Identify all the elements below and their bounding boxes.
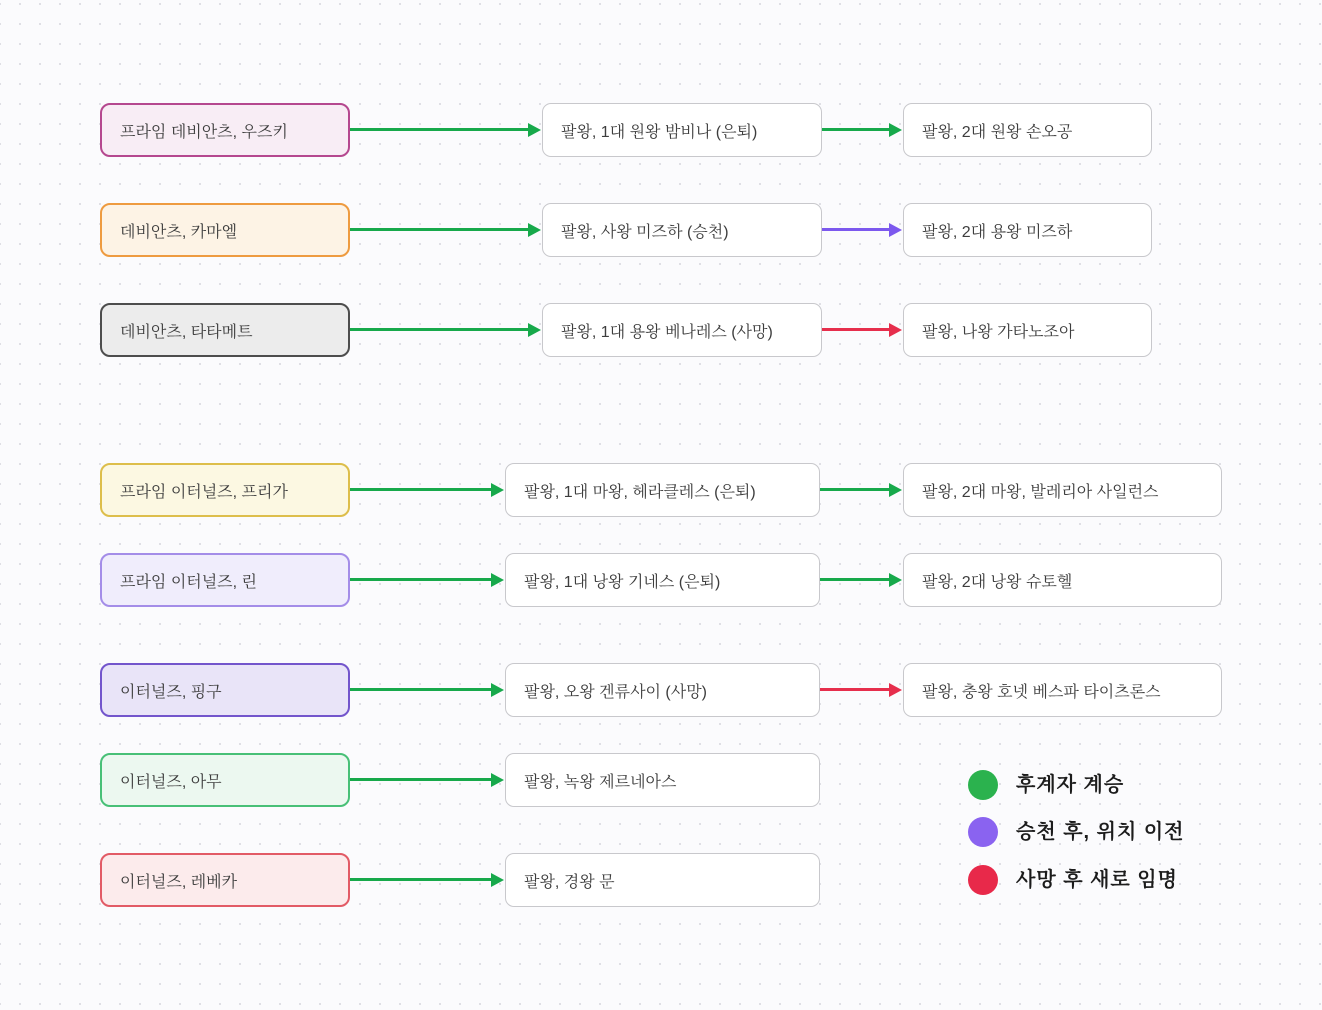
king-node-heracles[interactable] bbox=[505, 463, 820, 517]
arrowhead-icon bbox=[889, 483, 902, 497]
node-label: 프라임 이터널즈, 린 bbox=[120, 573, 257, 591]
legend-label-reappointment: 사망 후 새로 임명 bbox=[1016, 869, 1178, 891]
arrowhead-icon bbox=[889, 573, 902, 587]
king-node-xerneas[interactable] bbox=[505, 753, 820, 807]
node-label: 팔왕, 1대 마왕, 헤라클레스 (은퇴) bbox=[524, 483, 756, 501]
arrowhead-icon bbox=[491, 873, 504, 887]
node-label: 프라임 이터널즈, 프리가 bbox=[120, 483, 288, 501]
arrow-succession bbox=[350, 578, 492, 581]
node-label: 팔왕, 2대 낭왕 슈토헬 bbox=[922, 573, 1073, 591]
arrowhead-icon bbox=[889, 683, 902, 697]
node-label: 이터널즈, 레베카 bbox=[120, 873, 238, 891]
king-node-guinness[interactable] bbox=[505, 553, 820, 607]
arrow-succession bbox=[350, 488, 492, 491]
arrowhead-icon bbox=[889, 323, 902, 337]
arrow-reappointment bbox=[820, 688, 890, 691]
king-node-shutohel[interactable] bbox=[903, 553, 1222, 607]
source-node-eternals-rebecca[interactable] bbox=[100, 853, 350, 907]
arrow-succession bbox=[350, 128, 529, 131]
arrow-succession bbox=[820, 488, 890, 491]
source-node-prime-eternals-rin[interactable] bbox=[100, 553, 350, 607]
king-node-genryusai[interactable] bbox=[505, 663, 820, 717]
arrowhead-icon bbox=[491, 483, 504, 497]
arrow-relocation bbox=[822, 228, 890, 231]
source-node-prime-deviants-uzuki[interactable] bbox=[100, 103, 350, 157]
node-label: 팔왕, 2대 원왕 손오공 bbox=[922, 123, 1073, 141]
king-node-son-oh-gong[interactable] bbox=[903, 103, 1152, 157]
king-node-benares[interactable] bbox=[542, 303, 822, 357]
node-label: 팔왕, 충왕 호넷 베스파 타이츠론스 bbox=[922, 683, 1161, 701]
king-node-mizuha-2nd[interactable] bbox=[903, 203, 1152, 257]
arrowhead-icon bbox=[528, 323, 541, 337]
arrow-succession bbox=[350, 778, 492, 781]
node-label: 팔왕, 녹왕 제르네아스 bbox=[524, 773, 677, 791]
arrowhead-icon bbox=[491, 573, 504, 587]
source-node-deviants-kamael[interactable] bbox=[100, 203, 350, 257]
legend-purple-dot-icon bbox=[968, 817, 998, 847]
node-label: 데비안츠, 타타메트 bbox=[120, 323, 253, 341]
source-node-eternals-amu[interactable] bbox=[100, 753, 350, 807]
node-label: 데비안츠, 카마엘 bbox=[120, 223, 238, 241]
arrowhead-icon bbox=[491, 683, 504, 697]
arrow-succession bbox=[350, 328, 529, 331]
node-label: 팔왕, 2대 마왕, 발레리아 사일런스 bbox=[922, 483, 1159, 501]
arrowhead-icon bbox=[889, 123, 902, 137]
node-label: 팔왕, 사왕 미즈하 (승천) bbox=[561, 223, 729, 241]
king-node-hornet-vespa[interactable] bbox=[903, 663, 1222, 717]
node-label: 이터널즈, 핑구 bbox=[120, 683, 222, 701]
source-node-deviants-tatamet[interactable] bbox=[100, 303, 350, 357]
source-node-eternals-pingu[interactable] bbox=[100, 663, 350, 717]
king-node-bambina[interactable] bbox=[542, 103, 822, 157]
node-label: 팔왕, 경왕 문 bbox=[524, 873, 615, 891]
king-node-valeria-silence[interactable] bbox=[903, 463, 1222, 517]
arrowhead-icon bbox=[528, 123, 541, 137]
arrow-succession bbox=[820, 578, 890, 581]
legend-green-dot-icon bbox=[968, 770, 998, 800]
node-label: 팔왕, 오왕 겐류사이 (사망) bbox=[524, 683, 707, 701]
node-label: 이터널즈, 아무 bbox=[120, 773, 222, 791]
node-label: 팔왕, 2대 용왕 미즈하 bbox=[922, 223, 1073, 241]
legend-label-relocation: 승천 후, 위치 이전 bbox=[1016, 821, 1185, 843]
legend-label-succession: 후계자 계승 bbox=[1016, 774, 1125, 796]
arrowhead-icon bbox=[889, 223, 902, 237]
arrow-reappointment bbox=[822, 328, 890, 331]
king-node-mizuha-ascended[interactable] bbox=[542, 203, 822, 257]
legend-red-dot-icon bbox=[968, 865, 998, 895]
node-label: 팔왕, 1대 원왕 밤비나 (은퇴) bbox=[561, 123, 758, 141]
arrow-succession bbox=[350, 878, 492, 881]
king-node-moon[interactable] bbox=[505, 853, 820, 907]
arrowhead-icon bbox=[528, 223, 541, 237]
arrow-succession bbox=[350, 688, 492, 691]
arrow-succession bbox=[350, 228, 529, 231]
king-node-gatanozoa[interactable] bbox=[903, 303, 1152, 357]
arrow-succession bbox=[822, 128, 890, 131]
node-label: 팔왕, 1대 낭왕 기네스 (은퇴) bbox=[524, 573, 721, 591]
node-label: 팔왕, 1대 용왕 베나레스 (사망) bbox=[561, 323, 773, 341]
source-node-prime-eternals-frigga[interactable] bbox=[100, 463, 350, 517]
arrowhead-icon bbox=[491, 773, 504, 787]
node-label: 프라임 데비안츠, 우즈키 bbox=[120, 123, 288, 141]
node-label: 팔왕, 나왕 가타노조아 bbox=[922, 323, 1075, 341]
